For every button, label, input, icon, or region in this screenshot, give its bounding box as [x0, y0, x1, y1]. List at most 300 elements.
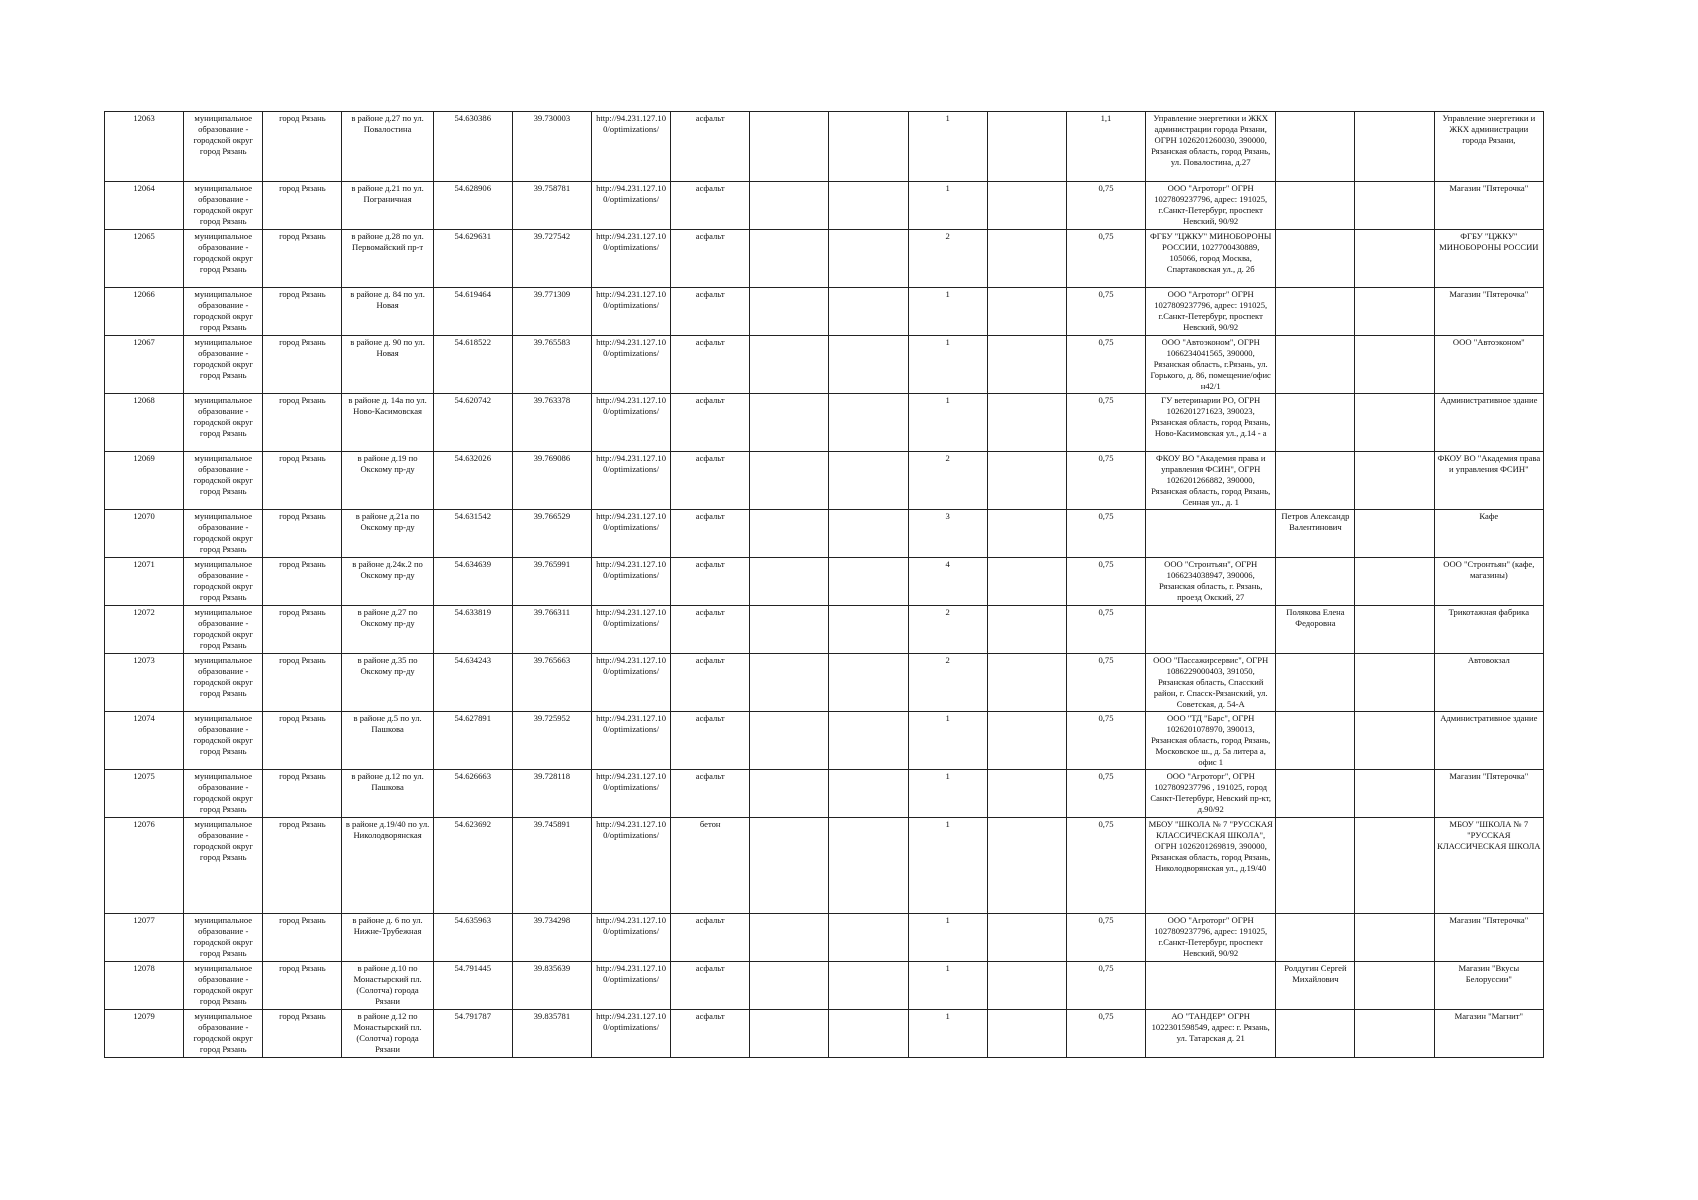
latitude-cell: 54.791787 [433, 1010, 512, 1058]
empty-cell [829, 182, 908, 230]
municipality-cell: муниципальное образование - городской округ город Рязань [184, 336, 263, 394]
person-cell [1276, 230, 1355, 288]
owner-details-cell: ООО "Агроторг" ОГРН 1027809237796, адрес: 191025, г.Санкт-Петербург, проспект Невский, 90/92 [1146, 288, 1276, 336]
row-number: 12072 [105, 606, 184, 654]
table-row [105, 558, 1544, 606]
person-cell [1276, 712, 1355, 770]
person-cell [1276, 558, 1355, 606]
settlement-cell: город Рязань [263, 1010, 342, 1058]
empty-cell [750, 394, 829, 452]
waste-source-cell: Магазин "Пятерочка" [1434, 770, 1543, 818]
container-volume-cell: 0,75 [1066, 182, 1145, 230]
address-cell: в районе д.5 по ул. Пашкова [342, 712, 433, 770]
settlement-cell: город Рязань [263, 510, 342, 558]
container-volume-cell: 0,75 [1066, 914, 1145, 962]
row-number: 12068 [105, 394, 184, 452]
municipality-cell: муниципальное образование - городской округ город Рязань [184, 230, 263, 288]
waste-source-cell: Кафе [1434, 510, 1543, 558]
row-number: 12077 [105, 914, 184, 962]
latitude-cell: 54.635963 [433, 914, 512, 962]
municipality-cell: муниципальное образование - городской округ город Рязань [184, 558, 263, 606]
settlement-cell: город Рязань [263, 654, 342, 712]
empty-cell [829, 606, 908, 654]
map-link[interactable]: http://94.231.127.100/optimizations/ [591, 654, 670, 712]
surface-cell: асфальт [671, 558, 750, 606]
longitude-cell: 39.734298 [512, 914, 591, 962]
latitude-cell: 54.619464 [433, 288, 512, 336]
surface-cell: асфальт [671, 914, 750, 962]
map-link[interactable]: http://94.231.127.100/optimizations/ [591, 230, 670, 288]
municipality-cell: муниципальное образование - городской округ город Рязань [184, 712, 263, 770]
waste-source-cell: Административное здание [1434, 712, 1543, 770]
row-number: 12074 [105, 712, 184, 770]
empty-cell [750, 818, 829, 914]
map-link[interactable]: http://94.231.127.100/optimizations/ [591, 510, 670, 558]
map-link[interactable]: http://94.231.127.100/optimizations/ [591, 336, 670, 394]
owner-details-cell: АО "ТАНДЕР" ОГРН 1022301598549, адрес: г. Рязань, ул. Татарская д. 21 [1146, 1010, 1276, 1058]
address-cell: в районе д. 6 по ул. Нижне-Трубежная [342, 914, 433, 962]
municipality-cell: муниципальное образование - городской округ город Рязань [184, 770, 263, 818]
container-volume-cell: 0,75 [1066, 510, 1145, 558]
longitude-cell: 39.745891 [512, 818, 591, 914]
waste-source-cell: ФГБУ "ЦЖКУ" МИНОБОРОНЫ РОССИИ [1434, 230, 1543, 288]
empty-cell [1355, 770, 1434, 818]
map-link[interactable]: http://94.231.127.100/optimizations/ [591, 558, 670, 606]
person-cell [1276, 452, 1355, 510]
empty-cell [987, 1010, 1066, 1058]
map-link[interactable]: http://94.231.127.100/optimizations/ [591, 112, 670, 182]
latitude-cell: 54.618522 [433, 336, 512, 394]
settlement-cell: город Рязань [263, 712, 342, 770]
empty-cell [829, 230, 908, 288]
waste-source-cell: ООО "Стронтьян" (кафе, магазины) [1434, 558, 1543, 606]
row-number: 12076 [105, 818, 184, 914]
settlement-cell: город Рязань [263, 914, 342, 962]
longitude-cell: 39.835639 [512, 962, 591, 1010]
surface-cell: асфальт [671, 770, 750, 818]
waste-source-cell: Трикотажная фабрика [1434, 606, 1543, 654]
empty-cell [829, 510, 908, 558]
empty-cell [1355, 818, 1434, 914]
empty-cell [750, 452, 829, 510]
empty-cell [987, 112, 1066, 182]
container-volume-cell: 0,75 [1066, 770, 1145, 818]
longitude-cell: 39.765663 [512, 654, 591, 712]
surface-cell: асфальт [671, 182, 750, 230]
empty-cell [829, 1010, 908, 1058]
table-row [105, 336, 1544, 394]
empty-cell [987, 654, 1066, 712]
containers-count-cell: 4 [908, 558, 987, 606]
municipality-cell: муниципальное образование - городской округ город Рязань [184, 914, 263, 962]
waste-source-cell: Магазин "Магнит" [1434, 1010, 1543, 1058]
row-number: 12078 [105, 962, 184, 1010]
map-link[interactable]: http://94.231.127.100/optimizations/ [591, 712, 670, 770]
empty-cell [1355, 452, 1434, 510]
person-cell [1276, 182, 1355, 230]
containers-count-cell: 1 [908, 962, 987, 1010]
table-row [105, 606, 1544, 654]
settlement-cell: город Рязань [263, 452, 342, 510]
empty-cell [987, 452, 1066, 510]
address-cell: в районе д.24к.2 по Окскому пр-ду [342, 558, 433, 606]
empty-cell [987, 288, 1066, 336]
empty-cell [987, 558, 1066, 606]
empty-cell [987, 818, 1066, 914]
containers-count-cell: 3 [908, 510, 987, 558]
person-cell: Петров Александр Валентинович [1276, 510, 1355, 558]
longitude-cell: 39.765583 [512, 336, 591, 394]
empty-cell [750, 510, 829, 558]
settlement-cell: город Рязань [263, 818, 342, 914]
longitude-cell: 39.835781 [512, 1010, 591, 1058]
empty-cell [750, 112, 829, 182]
settlement-cell: город Рязань [263, 606, 342, 654]
containers-count-cell: 1 [908, 288, 987, 336]
container-volume-cell: 0,75 [1066, 452, 1145, 510]
table-row [105, 1010, 1544, 1058]
table-body [105, 112, 1544, 1058]
person-cell [1276, 1010, 1355, 1058]
empty-cell [1355, 558, 1434, 606]
empty-cell [829, 394, 908, 452]
surface-cell: асфальт [671, 452, 750, 510]
empty-cell [1355, 962, 1434, 1010]
row-number: 12073 [105, 654, 184, 712]
latitude-cell: 54.628906 [433, 182, 512, 230]
address-cell: в районе д. 84 по ул. Новая [342, 288, 433, 336]
empty-cell [750, 770, 829, 818]
containers-count-cell: 1 [908, 770, 987, 818]
map-link[interactable]: http://94.231.127.100/optimizations/ [591, 962, 670, 1010]
container-volume-cell: 1,1 [1066, 112, 1145, 182]
container-volume-cell: 0,75 [1066, 558, 1145, 606]
empty-cell [829, 558, 908, 606]
waste-source-cell: ООО "Автоэконом" [1434, 336, 1543, 394]
empty-cell [1355, 606, 1434, 654]
longitude-cell: 39.769086 [512, 452, 591, 510]
surface-cell: асфальт [671, 962, 750, 1010]
table-row [105, 962, 1544, 1010]
empty-cell [750, 182, 829, 230]
table-row [105, 510, 1544, 558]
surface-cell: асфальт [671, 510, 750, 558]
settlement-cell: город Рязань [263, 394, 342, 452]
person-cell [1276, 288, 1355, 336]
empty-cell [750, 1010, 829, 1058]
address-cell: в районе д. 14а по ул. Ново-Касимовская [342, 394, 433, 452]
containers-count-cell: 1 [908, 112, 987, 182]
latitude-cell: 54.633819 [433, 606, 512, 654]
row-number: 12063 [105, 112, 184, 182]
latitude-cell: 54.634243 [433, 654, 512, 712]
longitude-cell: 39.765991 [512, 558, 591, 606]
settlement-cell: город Рязань [263, 230, 342, 288]
address-cell: в районе д.12 по ул. Пашкова [342, 770, 433, 818]
owner-details-cell: ООО "Пассажирсервис", ОГРН 1086229000403, 391050, Рязанская область, Спасский район, г. Спасск-Рязанский, ул. Советская, д. 54-А [1146, 654, 1276, 712]
empty-cell [1355, 654, 1434, 712]
containers-count-cell: 2 [908, 452, 987, 510]
person-cell [1276, 394, 1355, 452]
empty-cell [987, 510, 1066, 558]
owner-details-cell: ООО "Стронтьян", ОГРН 1066234038947, 390006, Рязанская область, г. Рязань, проезд Окский, 27 [1146, 558, 1276, 606]
empty-cell [987, 336, 1066, 394]
municipality-cell: муниципальное образование - городской округ город Рязань [184, 182, 263, 230]
empty-cell [750, 336, 829, 394]
empty-cell [987, 394, 1066, 452]
latitude-cell: 54.626663 [433, 770, 512, 818]
surface-cell: асфальт [671, 336, 750, 394]
latitude-cell: 54.634639 [433, 558, 512, 606]
latitude-cell: 54.629631 [433, 230, 512, 288]
empty-cell [1355, 336, 1434, 394]
address-cell: в районе д.12 по Монастырский пл. (Солотча) города Рязани [342, 1010, 433, 1058]
longitude-cell: 39.728118 [512, 770, 591, 818]
address-cell: в районе д.35 по Окскому пр-ду [342, 654, 433, 712]
empty-cell [829, 712, 908, 770]
longitude-cell: 39.727542 [512, 230, 591, 288]
address-cell: в районе д.19/40 по ул. Николодворянская [342, 818, 433, 914]
waste-source-cell: ФКОУ ВО "Академия права и управления ФСИН" [1434, 452, 1543, 510]
container-volume-cell: 0,75 [1066, 336, 1145, 394]
empty-cell [750, 654, 829, 712]
settlement-cell: город Рязань [263, 962, 342, 1010]
containers-count-cell: 1 [908, 914, 987, 962]
address-cell: в районе д.27 по ул. Повалостина [342, 112, 433, 182]
municipality-cell: муниципальное образование - городской округ город Рязань [184, 510, 263, 558]
containers-count-cell: 1 [908, 394, 987, 452]
waste-source-cell: Автовокзал [1434, 654, 1543, 712]
surface-cell: асфальт [671, 112, 750, 182]
map-link[interactable]: http://94.231.127.100/optimizations/ [591, 394, 670, 452]
empty-cell [750, 558, 829, 606]
empty-cell [987, 712, 1066, 770]
empty-cell [750, 230, 829, 288]
settlement-cell: город Рязань [263, 558, 342, 606]
surface-cell: асфальт [671, 712, 750, 770]
address-cell: в районе д.21а по Окскому пр-ду [342, 510, 433, 558]
table-row [105, 288, 1544, 336]
row-number: 12067 [105, 336, 184, 394]
empty-cell [987, 230, 1066, 288]
municipality-cell: муниципальное образование - городской округ город Рязань [184, 394, 263, 452]
surface-cell: бетон [671, 818, 750, 914]
table-row [105, 230, 1544, 288]
empty-cell [750, 914, 829, 962]
map-link[interactable]: http://94.231.127.100/optimizations/ [591, 770, 670, 818]
row-number: 12065 [105, 230, 184, 288]
row-number: 12064 [105, 182, 184, 230]
row-number: 12079 [105, 1010, 184, 1058]
table-row [105, 712, 1544, 770]
latitude-cell: 54.620742 [433, 394, 512, 452]
owner-details-cell: ООО "ТД "Барс", ОГРН 1026201078970, 390013, Рязанская область, город Рязань, Московское ш., д. 5а литера а, офис 1 [1146, 712, 1276, 770]
row-number: 12075 [105, 770, 184, 818]
empty-cell [750, 962, 829, 1010]
empty-cell [987, 770, 1066, 818]
container-volume-cell: 0,75 [1066, 654, 1145, 712]
municipality-cell: муниципальное образование - городской округ город Рязань [184, 1010, 263, 1058]
empty-cell [1355, 394, 1434, 452]
owner-details-cell [1146, 962, 1276, 1010]
surface-cell: асфальт [671, 394, 750, 452]
container-volume-cell: 0,75 [1066, 818, 1145, 914]
empty-cell [829, 770, 908, 818]
surface-cell: асфальт [671, 654, 750, 712]
map-link[interactable]: http://94.231.127.100/optimizations/ [591, 182, 670, 230]
empty-cell [829, 818, 908, 914]
longitude-cell: 39.766311 [512, 606, 591, 654]
address-cell: в районе д.28 по ул. Первомайский пр-т [342, 230, 433, 288]
waste-sites-table [104, 111, 1544, 1058]
address-cell: в районе д.10 по Монастырский пл. (Солотча) города Рязани [342, 962, 433, 1010]
map-link[interactable]: http://94.231.127.100/optimizations/ [591, 288, 670, 336]
address-cell: в районе д.21 по ул. Пограничная [342, 182, 433, 230]
map-link[interactable]: http://94.231.127.100/optimizations/ [591, 452, 670, 510]
containers-count-cell: 1 [908, 182, 987, 230]
owner-details-cell: ГУ ветеринарии РО, ОГРН 1026201271623, 390023, Рязанская область, город Рязань, Ново-Касимовская ул., д.14 - а [1146, 394, 1276, 452]
owner-details-cell: ООО "Агроторг" ОГРН 1027809237796, адрес: 191025, г.Санкт-Петербург, проспект Невский, 90/92 [1146, 914, 1276, 962]
longitude-cell: 39.730003 [512, 112, 591, 182]
latitude-cell: 54.631542 [433, 510, 512, 558]
containers-count-cell: 2 [908, 654, 987, 712]
owner-details-cell [1146, 510, 1276, 558]
empty-cell [829, 654, 908, 712]
containers-count-cell: 1 [908, 818, 987, 914]
map-link[interactable]: http://94.231.127.100/optimizations/ [591, 1010, 670, 1058]
person-cell [1276, 914, 1355, 962]
surface-cell: асфальт [671, 288, 750, 336]
map-link[interactable]: http://94.231.127.100/optimizations/ [591, 606, 670, 654]
latitude-cell: 54.630386 [433, 112, 512, 182]
table-row [105, 770, 1544, 818]
empty-cell [1355, 712, 1434, 770]
settlement-cell: город Рязань [263, 112, 342, 182]
containers-count-cell: 1 [908, 336, 987, 394]
empty-cell [1355, 182, 1434, 230]
row-number: 12069 [105, 452, 184, 510]
waste-source-cell: Магазин "Пятерочка" [1434, 914, 1543, 962]
empty-cell [1355, 1010, 1434, 1058]
surface-cell: асфальт [671, 1010, 750, 1058]
containers-count-cell: 2 [908, 230, 987, 288]
settlement-cell: город Рязань [263, 336, 342, 394]
latitude-cell: 54.623692 [433, 818, 512, 914]
person-cell [1276, 654, 1355, 712]
municipality-cell: муниципальное образование - городской округ город Рязань [184, 452, 263, 510]
empty-cell [1355, 288, 1434, 336]
waste-source-cell: Магазин "Пятерочка" [1434, 288, 1543, 336]
municipality-cell: муниципальное образование - городской округ город Рязань [184, 654, 263, 712]
surface-cell: асфальт [671, 230, 750, 288]
owner-details-cell: ФКОУ ВО "Академия права и управления ФСИН", ОГРН 1026201266882, 390000, Рязанская область, город Рязань, Сенная ул., д. 1 [1146, 452, 1276, 510]
latitude-cell: 54.627891 [433, 712, 512, 770]
container-volume-cell: 0,75 [1066, 394, 1145, 452]
row-number: 12070 [105, 510, 184, 558]
owner-details-cell: ООО "Автоэконом", ОГРН 1066234041565, 390000, Рязанская область, г.Рязань, ул. Горького, д. 86, помещение/офис н42/1 [1146, 336, 1276, 394]
owner-details-cell [1146, 606, 1276, 654]
table-row [105, 654, 1544, 712]
person-cell: Полякова Елена Федоровна [1276, 606, 1355, 654]
municipality-cell: муниципальное образование - городской округ город Рязань [184, 818, 263, 914]
municipality-cell: муниципальное образование - городской округ город Рязань [184, 606, 263, 654]
container-volume-cell: 0,75 [1066, 712, 1145, 770]
empty-cell [1355, 510, 1434, 558]
empty-cell [1355, 112, 1434, 182]
table-row [105, 394, 1544, 452]
map-link[interactable]: http://94.231.127.100/optimizations/ [591, 914, 670, 962]
address-cell: в районе д. 90 по ул. Новая [342, 336, 433, 394]
municipality-cell: муниципальное образование - городской округ город Рязань [184, 962, 263, 1010]
empty-cell [829, 288, 908, 336]
owner-details-cell: ФГБУ "ЦЖКУ" МИНОБОРОНЫ РОССИИ, 1027700430889, 105066, город Москва, Спартаковская ул., д. 2б [1146, 230, 1276, 288]
empty-cell [987, 962, 1066, 1010]
longitude-cell: 39.758781 [512, 182, 591, 230]
table-row [105, 112, 1544, 182]
owner-details-cell: ООО "Агроторг" ОГРН 1027809237796, адрес: 191025, г.Санкт-Петербург, проспект Невский, 90/92 [1146, 182, 1276, 230]
municipality-cell: муниципальное образование - городской округ город Рязань [184, 112, 263, 182]
settlement-cell: город Рязань [263, 182, 342, 230]
person-cell [1276, 112, 1355, 182]
empty-cell [750, 288, 829, 336]
row-number: 12071 [105, 558, 184, 606]
owner-details-cell: Управление энергетики и ЖКХ администрации города Рязани, ОГРН 1026201260030, 390000, Рязанская область, город Рязань, ул. Повалостина, д.27 [1146, 112, 1276, 182]
waste-source-cell: Административное здание [1434, 394, 1543, 452]
person-cell [1276, 818, 1355, 914]
empty-cell [987, 914, 1066, 962]
empty-cell [1355, 230, 1434, 288]
container-volume-cell: 0,75 [1066, 962, 1145, 1010]
containers-count-cell: 2 [908, 606, 987, 654]
empty-cell [987, 606, 1066, 654]
longitude-cell: 39.766529 [512, 510, 591, 558]
table-row [105, 818, 1544, 914]
row-number: 12066 [105, 288, 184, 336]
container-volume-cell: 0,75 [1066, 1010, 1145, 1058]
empty-cell [829, 452, 908, 510]
empty-cell [750, 712, 829, 770]
container-volume-cell: 0,75 [1066, 606, 1145, 654]
waste-source-cell: Управление энергетики и ЖКХ администрации города Рязани, [1434, 112, 1543, 182]
container-volume-cell: 0,75 [1066, 230, 1145, 288]
settlement-cell: город Рязань [263, 288, 342, 336]
empty-cell [987, 182, 1066, 230]
person-cell [1276, 770, 1355, 818]
table-row [105, 914, 1544, 962]
latitude-cell: 54.791445 [433, 962, 512, 1010]
owner-details-cell: ООО "Агроторг", ОГРН 1027809237796 , 191025, город Санкт-Петербург, Невский пр-кт, д.90/92 [1146, 770, 1276, 818]
owner-details-cell: МБОУ "ШКОЛА № 7 "РУССКАЯ КЛАССИЧЕСКАЯ ШКОЛА", ОГРН 1026201269819, 390000, Рязанская область, город Рязань, Николодворянская ул., д.19/40 [1146, 818, 1276, 914]
empty-cell [829, 962, 908, 1010]
person-cell: Ролдугин Сергей Михайлович [1276, 962, 1355, 1010]
waste-source-cell: МБОУ "ШКОЛА № 7 "РУССКАЯ КЛАССИЧЕСКАЯ ШКОЛА [1434, 818, 1543, 914]
empty-cell [750, 606, 829, 654]
empty-cell [1355, 914, 1434, 962]
waste-source-cell: Магазин "Вкусы Белоруссии" [1434, 962, 1543, 1010]
containers-count-cell: 1 [908, 712, 987, 770]
empty-cell [829, 112, 908, 182]
container-volume-cell: 0,75 [1066, 288, 1145, 336]
municipality-cell: муниципальное образование - городской округ город Рязань [184, 288, 263, 336]
settlement-cell: город Рязань [263, 770, 342, 818]
address-cell: в районе д.27 по Окскому пр-ду [342, 606, 433, 654]
table-row [105, 182, 1544, 230]
empty-cell [829, 914, 908, 962]
surface-cell: асфальт [671, 606, 750, 654]
longitude-cell: 39.763378 [512, 394, 591, 452]
empty-cell [829, 336, 908, 394]
map-link[interactable]: http://94.231.127.100/optimizations/ [591, 818, 670, 914]
